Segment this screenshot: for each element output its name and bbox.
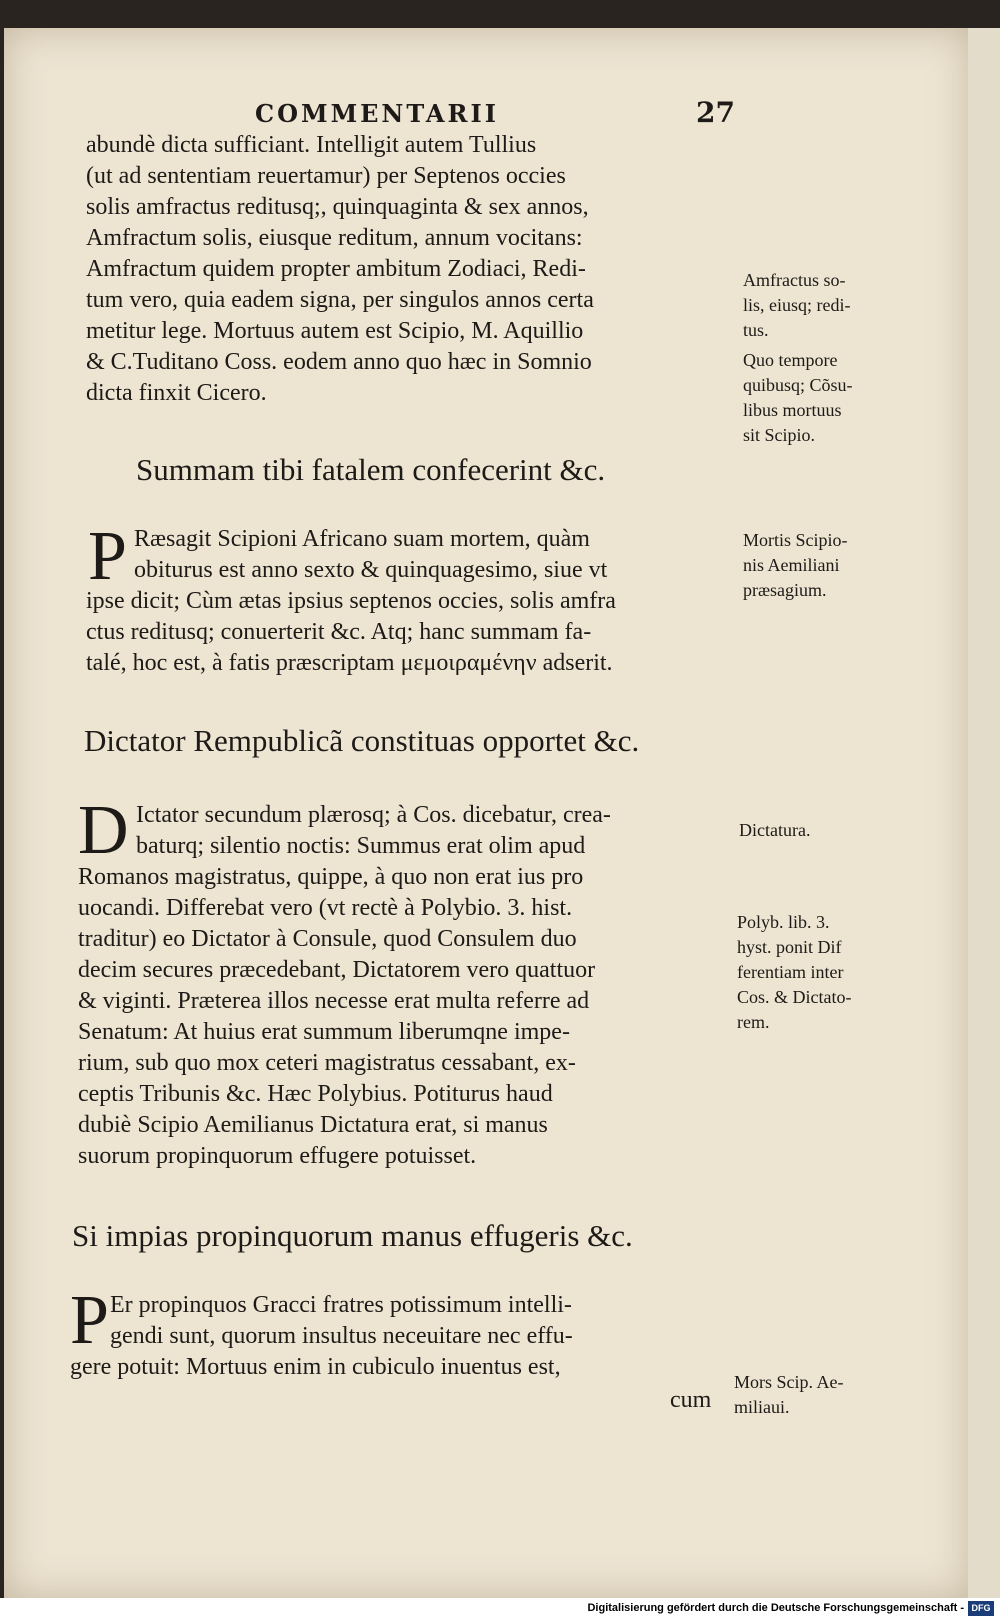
text-line: traditur) eo Dictator à Consule, quod Consulem duo: [78, 926, 577, 952]
margin-line: præsagium.: [743, 580, 827, 600]
margin-line: quibusq; Cõsu-: [743, 375, 853, 395]
text-line: rium, sub quo mox ceteri magistratus cessabant, ex-: [78, 1050, 576, 1076]
margin-line: Amfractus so-: [743, 270, 846, 290]
text-line: Ræsagit Scipioni Africano suam mortem, quàm: [134, 526, 590, 552]
running-header: [255, 96, 735, 129]
text-line: Amfractum quidem propter ambitum Zodiaci, Redi-: [86, 256, 586, 282]
margin-note-mortis: [743, 528, 913, 603]
text-line: decim secures præcedebant, Dictatorem vero quattuor: [78, 957, 596, 983]
text-line: gendi sunt, quorum insultus neceuitare nec effu-: [110, 1323, 573, 1349]
margin-note-quo-tempore: [743, 348, 913, 448]
margin-line: sit Scipio.: [743, 425, 816, 445]
footer-credit: Digitalisierung gefördert durch die Deutsche Forschungsgemeinschaft -: [587, 1602, 964, 1614]
page-number: 27: [696, 96, 735, 129]
drop-cap: P: [70, 1282, 109, 1359]
margin-line: hyst. ponit Dif: [737, 937, 842, 957]
footer-bar: [0, 1598, 1000, 1620]
text-line: baturq; silentio noctis: Summus erat olim apud: [136, 833, 586, 859]
text-line: Ictator secundum plærosq; à Cos. dicebatur, crea-: [136, 802, 611, 828]
margin-line: Polyb. lib. 3.: [737, 912, 830, 932]
text-line: ceptis Tribunis &c. Hæc Polybius. Potiturus haud: [78, 1081, 553, 1107]
section-heading-1: Summam tibi fatalem confecerint &c.: [136, 452, 606, 487]
drop-cap: P: [88, 518, 127, 595]
paragraph-1: [86, 130, 594, 409]
section-heading-3: Si impias propinquorum manus effugeris &c.: [72, 1218, 633, 1253]
margin-line: Dictatura.: [739, 820, 811, 840]
text-line: dicta finxit Cicero.: [86, 380, 267, 406]
text-line: ctus reditusq; conuerterit &c. Atq; hanc summam fa-: [86, 619, 592, 645]
text-line: & viginti. Præterea illos necesse erat multa referre ad: [78, 988, 590, 1014]
margin-line: nis Aemiliani: [743, 555, 840, 575]
margin-line: tus.: [743, 320, 769, 340]
paragraph-4: [70, 1290, 573, 1383]
margin-line: lis, eiusq; redi-: [743, 295, 851, 315]
margin-line: rem.: [737, 1012, 770, 1032]
text-line: metitur lege. Mortuus autem est Scipio, M. Aquillio: [86, 318, 584, 344]
section-heading-2: Dictator Rempublicã constituas opportet &c.: [84, 723, 640, 758]
text-line: Er propinquos Gracci fratres potissimum intelli-: [110, 1292, 572, 1318]
margin-note-polyb: [737, 910, 907, 1035]
margin-line: Cos. & Dictato-: [737, 987, 852, 1007]
text-line: & C.Tuditano Coss. eodem anno quo hæc in Somnio: [86, 349, 592, 375]
paragraph-2: [86, 518, 616, 679]
facing-page-edge: [968, 28, 1000, 1598]
margin-line: libus mortuus: [743, 400, 842, 420]
text-line: Romanos magistratus, quippe, à quo non erat ius pro: [78, 864, 584, 890]
text-line: gere potuit: Mortuus enim in cubiculo inuentus est,: [70, 1354, 561, 1380]
margin-line: Mors Scip. Ae-: [734, 1372, 844, 1392]
text-line: Senatum: At huius erat summum liberumqne impe-: [78, 1019, 570, 1045]
margin-note-amfractus: [743, 268, 913, 343]
text-line: dubiè Scipio Aemilianus Dictatura erat, si manus: [78, 1112, 548, 1138]
margin-note-dictatura: [739, 818, 909, 843]
running-title: COMMENTARII: [255, 99, 499, 128]
text-line: obiturus est anno sexto & quinquagesimo, siue vt: [134, 557, 608, 583]
margin-line: Mortis Scipio-: [743, 530, 848, 550]
catchword: cum: [670, 1387, 712, 1413]
text-line: suorum propinquorum effugere potuisset.: [78, 1143, 477, 1169]
text-line: Amfractum solis, eiusque reditum, annum vocitans:: [86, 225, 583, 251]
margin-line: Quo tempore: [743, 350, 838, 370]
margin-note-mors: [734, 1370, 904, 1420]
text-line: solis amfractus reditusq;, quinquaginta & sex annos,: [86, 194, 589, 220]
drop-cap: D: [78, 792, 129, 869]
margin-line: ferentiam inter: [737, 962, 844, 982]
dfg-logo: DFG: [968, 1601, 994, 1616]
text-line: ipse dicit; Cùm ætas ipsius septenos occies, solis amfra: [86, 588, 616, 614]
text-line: abundè dicta sufficiant. Intelligit autem Tullius: [86, 132, 537, 158]
paragraph-3: [78, 800, 611, 1172]
text-line: uocandi. Differebat vero (vt rectè à Polybio. 3. hist.: [78, 895, 573, 921]
text-line: (ut ad sententiam reuertamur) per Septenos occies: [86, 163, 566, 189]
text-line: talé, hoc est, à fatis præscriptam μεμοιραμένην adserit.: [86, 650, 613, 676]
text-line: tum vero, quia eadem signa, per singulos annos certa: [86, 287, 594, 313]
margin-line: miliaui.: [734, 1397, 790, 1417]
